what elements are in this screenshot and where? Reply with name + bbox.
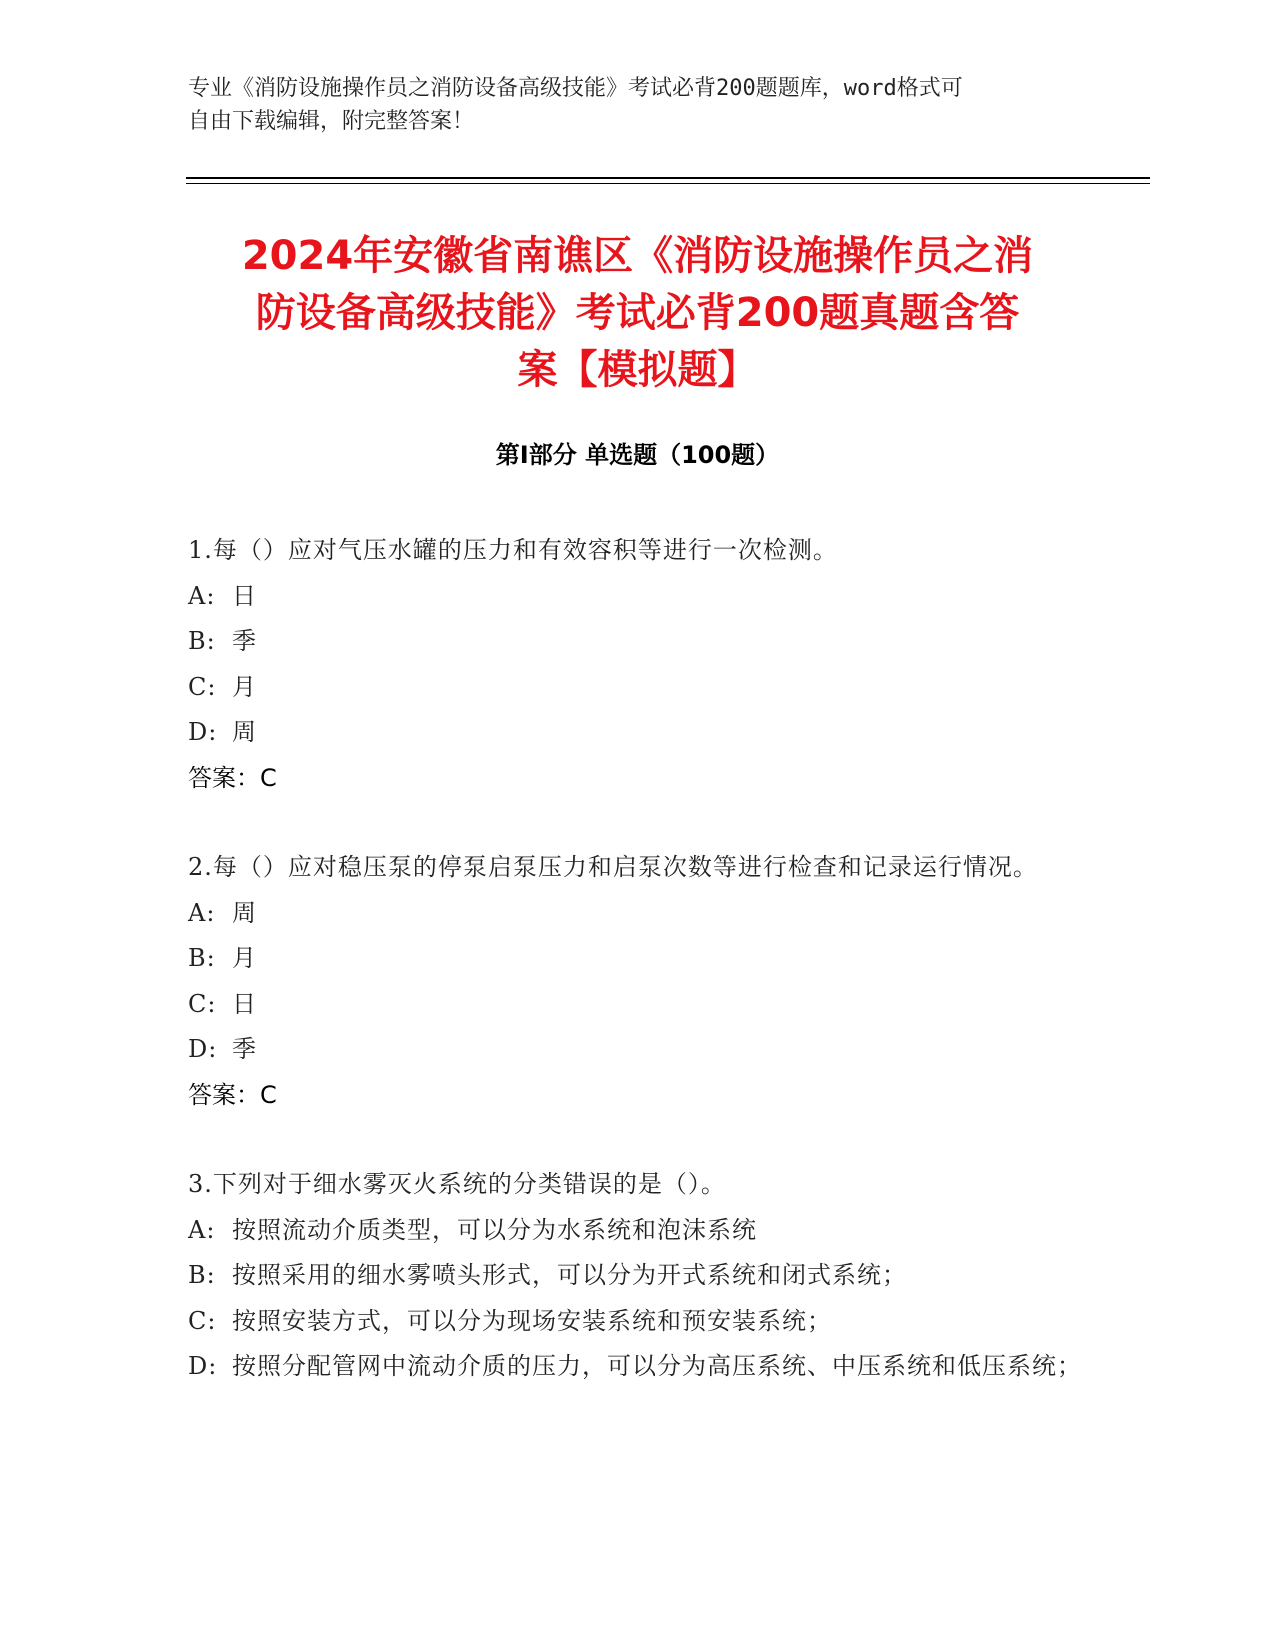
- option-letter: B:: [188, 627, 216, 655]
- intro-line-2: 自由下载编辑，附完整答案！: [188, 109, 475, 134]
- answer-value: C: [260, 1080, 277, 1109]
- answer-line: [188, 756, 1088, 802]
- option-c: [188, 982, 1088, 1028]
- option-text: 日: [232, 581, 257, 610]
- question-stem: 1.每（）应对气压水罐的压力和有效容积等进行一次检测。: [188, 536, 838, 564]
- option-d: [188, 1027, 1088, 1073]
- option-letter: D:: [188, 1035, 218, 1063]
- option-c: [188, 665, 1088, 711]
- header-divider-thin: [186, 183, 1150, 184]
- question-list: [188, 528, 1088, 1434]
- option-text: 月: [232, 944, 257, 972]
- option-letter: D:: [188, 1352, 218, 1380]
- option-d: [188, 710, 1088, 756]
- option-letter: A:: [188, 1215, 216, 1244]
- answer-label: 答案：: [188, 1080, 260, 1109]
- answer-label: 答案：: [188, 763, 260, 792]
- option-text: 季: [232, 627, 257, 655]
- option-d: [188, 1344, 1088, 1390]
- option-text: 按照安装方式，可以分为现场安装系统和预安装系统；: [232, 1306, 832, 1335]
- option-a: [188, 891, 1088, 937]
- option-a: [188, 1208, 1088, 1254]
- option-a: [188, 574, 1088, 620]
- option-letter: C:: [188, 1306, 217, 1335]
- option-letter: A:: [188, 898, 216, 927]
- option-letter: C:: [188, 989, 217, 1018]
- option-letter: C:: [188, 672, 217, 701]
- option-text: 按照分配管网中流动介质的压力，可以分为高压系统、中压系统和低压系统；: [232, 1352, 1082, 1380]
- option-text: 季: [232, 1035, 257, 1063]
- option-text: 日: [232, 989, 257, 1018]
- option-c: [188, 1299, 1088, 1345]
- option-b: [188, 619, 1088, 665]
- option-letter: A:: [188, 581, 216, 610]
- header-divider-thick: [186, 177, 1150, 179]
- option-text: 周: [232, 898, 257, 927]
- question-2: [188, 845, 1088, 1118]
- intro-text: [188, 72, 1088, 138]
- option-letter: B:: [188, 1261, 216, 1289]
- question-stem: 3.下列对于细水雾灭火系统的分类错误的是（）。: [188, 1170, 726, 1198]
- document-title: [180, 228, 1095, 399]
- option-text: 周: [232, 718, 257, 746]
- option-text: 月: [232, 672, 257, 701]
- option-text: 按照采用的细水雾喷头形式，可以分为开式系统和闭式系统；: [232, 1261, 907, 1289]
- question-3: [188, 1162, 1088, 1390]
- option-letter: D:: [188, 718, 218, 746]
- question-1: [188, 528, 1088, 801]
- title-line-1: 2024年安徽省南谯区《消防设施操作员之消: [241, 233, 1034, 279]
- answer-line: [188, 1073, 1088, 1119]
- title-line-2: 防设备高级技能》考试必背200题真题含答: [255, 290, 1020, 336]
- option-b: [188, 936, 1088, 982]
- section-heading: 第I部分 单选题（100题）: [495, 441, 780, 469]
- question-stem: 2.每（）应对稳压泵的停泵启泵压力和启泵次数等进行检查和记录运行情况。: [188, 853, 1038, 881]
- intro-line-1: 专业《消防设施操作员之消防设备高级技能》考试必背200题题库，word格式可: [188, 76, 963, 101]
- option-letter: B:: [188, 944, 216, 972]
- option-b: [188, 1253, 1088, 1299]
- answer-value: C: [260, 763, 277, 792]
- title-line-3: 案【模拟题】: [517, 347, 758, 393]
- option-text: 按照流动介质类型，可以分为水系统和泡沫系统: [232, 1215, 757, 1244]
